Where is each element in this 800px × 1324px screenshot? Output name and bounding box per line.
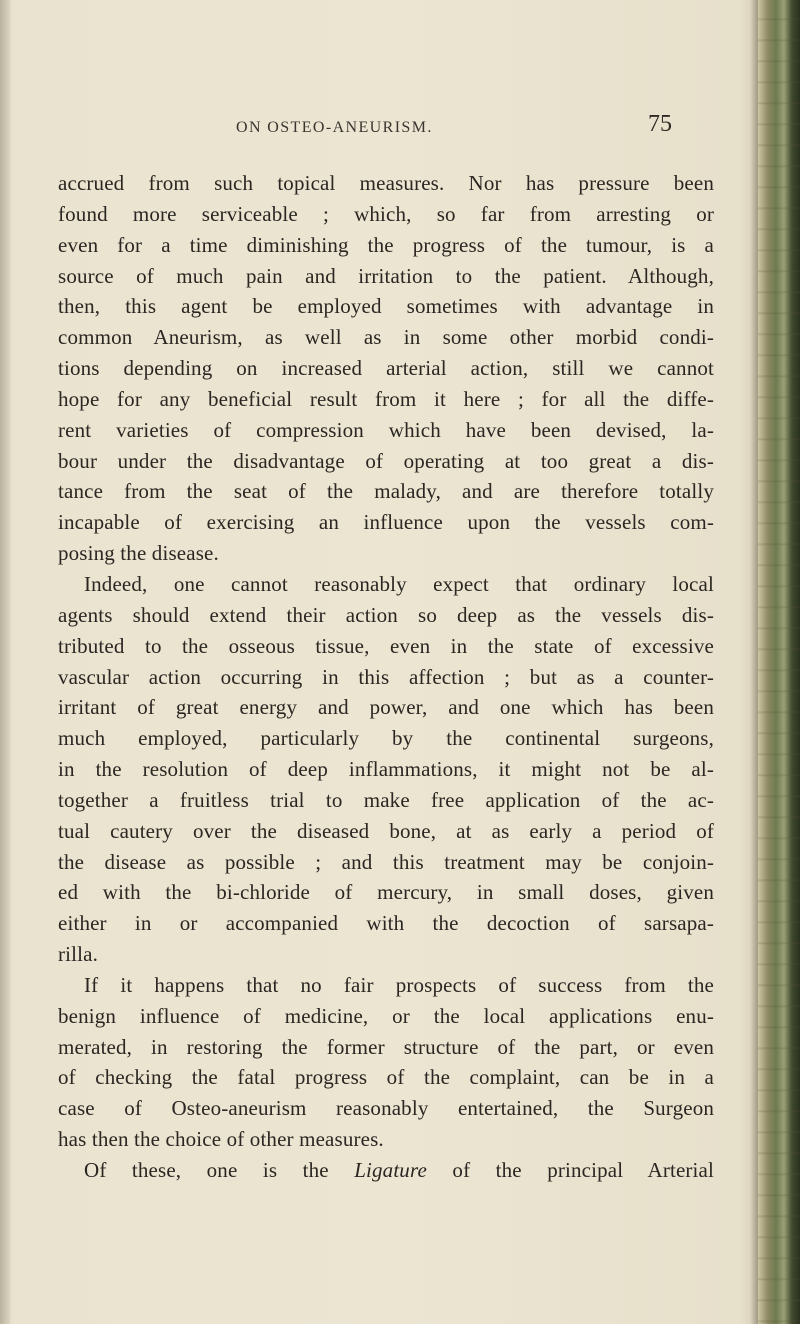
emphasized-term: Ligature: [354, 1158, 427, 1182]
paragraph-start-line: [58, 1155, 714, 1186]
text-line: bour under the disadvantage of operating at too great a dis-: [58, 448, 714, 473]
text-line: ed with the bi-chloride of mercury, in small doses, given: [58, 880, 714, 905]
text-line: together a fruitless trial to make free application of the ac-: [58, 787, 714, 812]
text-line: the disease as possible ; and this treatment may be conjoin-: [58, 849, 714, 874]
text-line: source of much pain and irritation to the patient. Although,: [58, 263, 714, 288]
page-left-edge: [0, 0, 10, 1324]
text-line: of checking the fatal progress of the complaint, can be in a: [58, 1065, 714, 1090]
text-line: vascular action occurring in this affection ; but as a counter-: [58, 664, 714, 689]
text-line: incapable of exercising an influence upon the vessels com-: [58, 510, 714, 535]
page-number: 75: [648, 111, 672, 137]
binding-shadow: [750, 0, 758, 1324]
final-line-after: of the principal Arterial: [426, 1158, 714, 1182]
text-line: benign influence of medicine, or the local applications enu-: [58, 1003, 714, 1028]
text-line: much employed, particularly by the continental surgeons,: [58, 726, 714, 751]
paragraph-start-line: Indeed, one cannot reasonably expect that ordinary local: [84, 571, 714, 596]
body-text: [58, 168, 714, 1186]
text-line: tual cautery over the diseased bone, at as early a period of: [58, 818, 714, 843]
text-line: agents should extend their action so deep as the vessels dis-: [58, 602, 714, 627]
running-title: ON OSTEO-ANEURISM.: [236, 119, 433, 136]
text-line: then, this agent be employed sometimes with advantage in: [58, 294, 714, 319]
final-line-before: Of these, one is the: [84, 1158, 355, 1182]
text-line: common Aneurism, as well as in some other morbid condi-: [58, 325, 714, 350]
text-line: rent varieties of compression which have been devised, la-: [58, 417, 714, 442]
text-line: irritant of great energy and power, and one which has been: [58, 695, 714, 720]
text-line: tions depending on increased arterial action, still we cannot: [58, 356, 714, 381]
text-line: case of Osteo-aneurism reasonably entertained, the Surgeon: [58, 1096, 714, 1121]
text-line: hope for any beneficial result from it here ; for all the diffe-: [58, 386, 714, 411]
text-line: in the resolution of deep inflammations, it might not be al-: [58, 757, 714, 782]
text-line: rilla.: [58, 942, 98, 967]
page-header: [58, 111, 714, 145]
book-binding-edge: [758, 0, 800, 1324]
text-line: even for a time diminishing the progress of the tumour, is a: [58, 232, 714, 257]
text-line: accrued from such topical measures. Nor has pressure been: [58, 171, 714, 195]
text-line: has then the choice of other measures.: [58, 1127, 384, 1152]
text-line: tributed to the osseous tissue, even in the state of excessive: [58, 633, 714, 658]
text-line: either in or accompanied with the decoction of sarsapa-: [58, 911, 714, 936]
text-line: merated, in restoring the former structure of the part, or even: [58, 1034, 714, 1059]
paragraph-start-line: If it happens that no fair prospects of success from the: [84, 972, 714, 997]
text-line: posing the disease.: [58, 541, 219, 566]
text-line: found more serviceable ; which, so far from arresting or: [58, 201, 714, 226]
text-line: tance from the seat of the malady, and are therefore totally: [58, 479, 714, 504]
